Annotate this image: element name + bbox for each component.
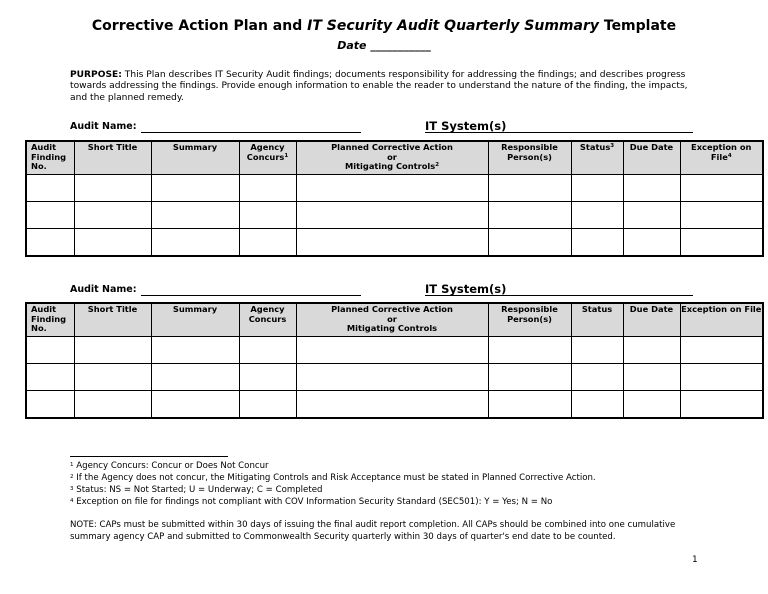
col-summary: Summary xyxy=(151,303,239,337)
table-cell[interactable] xyxy=(296,337,488,364)
date-line xyxy=(0,39,768,52)
it-system-label: IT System(s) xyxy=(425,282,507,296)
footnotes xyxy=(70,460,710,508)
title-part1: Corrective Action Plan and xyxy=(91,18,308,34)
col-responsible-persons: Responsible Person(s) xyxy=(488,303,571,337)
purpose-paragraph xyxy=(70,70,700,104)
table-cell[interactable] xyxy=(151,175,239,202)
col-short-title: Short Title xyxy=(74,141,151,175)
table-row xyxy=(26,391,763,419)
table-cell[interactable] xyxy=(680,364,763,391)
audit-name-row-2 xyxy=(70,284,700,298)
table-cell[interactable] xyxy=(680,391,763,419)
col-exception-on-file: Exception on File$^4$ xyxy=(680,141,763,175)
date-blank: ___________ xyxy=(370,39,431,52)
footnote-1: $^1$ Agency Concurs: Concur or Does Not Concur xyxy=(70,461,269,471)
table-row xyxy=(26,175,763,202)
table-cell[interactable] xyxy=(151,337,239,364)
table-cell[interactable] xyxy=(74,337,151,364)
footnote-3: $^3$ Status: NS = Not Started; U = Underway; C = Completed xyxy=(70,485,323,495)
page-number: 1 xyxy=(692,555,698,565)
table-cell[interactable] xyxy=(680,202,763,229)
table-cell[interactable] xyxy=(151,364,239,391)
table-cell[interactable] xyxy=(571,175,623,202)
purpose-label: PURPOSE: xyxy=(70,70,122,80)
table-cell[interactable] xyxy=(296,229,488,257)
col-planned-corrective-action: Planned Corrective Action or Mitigating Controls xyxy=(296,303,488,337)
col-audit-finding-no: Audit Finding No. xyxy=(26,141,74,175)
footnote-2: $^2$ If the Agency does not concur, the Mitigating Controls and Risk Acceptance must be stated in Planned Corrective Action. xyxy=(70,473,596,483)
table-cell[interactable] xyxy=(296,364,488,391)
table-cell[interactable] xyxy=(26,391,74,419)
col-planned-corrective-action: Planned Corrective Action or Mitigating Controls$^2$ xyxy=(296,141,488,175)
col-short-title: Short Title xyxy=(74,303,151,337)
table-cell[interactable] xyxy=(26,202,74,229)
table-cell[interactable] xyxy=(296,175,488,202)
table-cell[interactable] xyxy=(239,364,296,391)
it-system-field[interactable] xyxy=(425,295,693,296)
audit-name-label: Audit Name: xyxy=(70,121,137,132)
it-system-label: IT System(s) xyxy=(425,119,507,133)
table-cell[interactable] xyxy=(74,364,151,391)
table-cell[interactable] xyxy=(239,337,296,364)
col-agency-concurs: Agency Concurs xyxy=(239,303,296,337)
table-row xyxy=(26,229,763,257)
table-cell[interactable] xyxy=(571,229,623,257)
table-cell[interactable] xyxy=(74,391,151,419)
audit-name-label: Audit Name: xyxy=(70,284,137,295)
cap-table-2 xyxy=(25,302,764,419)
footnote-4: $^4$ Exception on file for findings not compliant with COV Information Security Standard (SEC501): Y = Yes; N = No xyxy=(70,497,553,507)
table-row xyxy=(26,202,763,229)
table-cell[interactable] xyxy=(680,229,763,257)
table-cell[interactable] xyxy=(571,337,623,364)
table-cell[interactable] xyxy=(488,391,571,419)
audit-name-field[interactable] xyxy=(141,295,361,296)
col-exception-on-file: Exception on File xyxy=(680,303,763,337)
table-cell[interactable] xyxy=(488,175,571,202)
col-due-date: Due Date xyxy=(623,303,680,337)
table-header-row xyxy=(26,141,763,175)
table-cell[interactable] xyxy=(623,175,680,202)
table-cell[interactable] xyxy=(239,202,296,229)
title-italic: IT Security Audit Quarterly Summary xyxy=(307,18,599,34)
table-cell[interactable] xyxy=(571,391,623,419)
col-agency-concurs: Agency Concurs$^1$ xyxy=(239,141,296,175)
footnote-divider xyxy=(70,456,228,457)
table-cell[interactable] xyxy=(623,337,680,364)
table-cell[interactable] xyxy=(623,229,680,257)
table-cell[interactable] xyxy=(680,175,763,202)
table-cell[interactable] xyxy=(26,364,74,391)
table-cell[interactable] xyxy=(151,391,239,419)
table-header-row xyxy=(26,303,763,337)
table-cell[interactable] xyxy=(488,229,571,257)
table-cell[interactable] xyxy=(623,391,680,419)
table-cell[interactable] xyxy=(239,175,296,202)
table-cell[interactable] xyxy=(623,364,680,391)
table-cell[interactable] xyxy=(26,229,74,257)
col-status: Status$^3$ xyxy=(571,141,623,175)
submission-note: NOTE: CAPs must be submitted within 30 days of issuing the final audit report completion. All CAPs should be combined into one cumulative summary agency CAP and submitted to Commonwealth Security quarterly within 30 days of quarter's end date to be counted. xyxy=(70,520,676,542)
it-system-field[interactable] xyxy=(425,132,693,133)
table-cell[interactable] xyxy=(488,202,571,229)
table-cell[interactable] xyxy=(74,229,151,257)
table-cell[interactable] xyxy=(239,391,296,419)
title-part2: Template xyxy=(599,18,677,34)
table-cell[interactable] xyxy=(26,337,74,364)
table-cell[interactable] xyxy=(571,202,623,229)
audit-name-row-1 xyxy=(70,121,700,135)
table-cell[interactable] xyxy=(74,175,151,202)
table-cell[interactable] xyxy=(296,391,488,419)
table-cell[interactable] xyxy=(571,364,623,391)
table-cell[interactable] xyxy=(296,202,488,229)
purpose-text: This Plan describes IT Security Audit findings; documents responsibility for addressing the findings; and describes progress towards addressing the findings. Provide enough information to enable the reader to understand the nature of the finding, the impacts, and the planned remedy. xyxy=(70,70,688,103)
table-cell[interactable] xyxy=(239,229,296,257)
table-cell[interactable] xyxy=(488,364,571,391)
audit-name-field[interactable] xyxy=(141,132,361,133)
table-row xyxy=(26,364,763,391)
col-status: Status xyxy=(571,303,623,337)
table-cell[interactable] xyxy=(74,202,151,229)
table-cell[interactable] xyxy=(151,202,239,229)
col-summary: Summary xyxy=(151,141,239,175)
cap-table-1 xyxy=(25,140,764,257)
col-audit-finding-no: Audit Finding No. xyxy=(26,303,74,337)
table-cell[interactable] xyxy=(26,175,74,202)
table-cell[interactable] xyxy=(680,337,763,364)
date-label: Date xyxy=(337,39,367,52)
table-cell[interactable] xyxy=(623,202,680,229)
document-title xyxy=(0,18,768,34)
col-due-date: Due Date xyxy=(623,141,680,175)
table-row xyxy=(26,337,763,364)
table-cell[interactable] xyxy=(151,229,239,257)
table-cell[interactable] xyxy=(488,337,571,364)
col-responsible-persons: Responsible Person(s) xyxy=(488,141,571,175)
